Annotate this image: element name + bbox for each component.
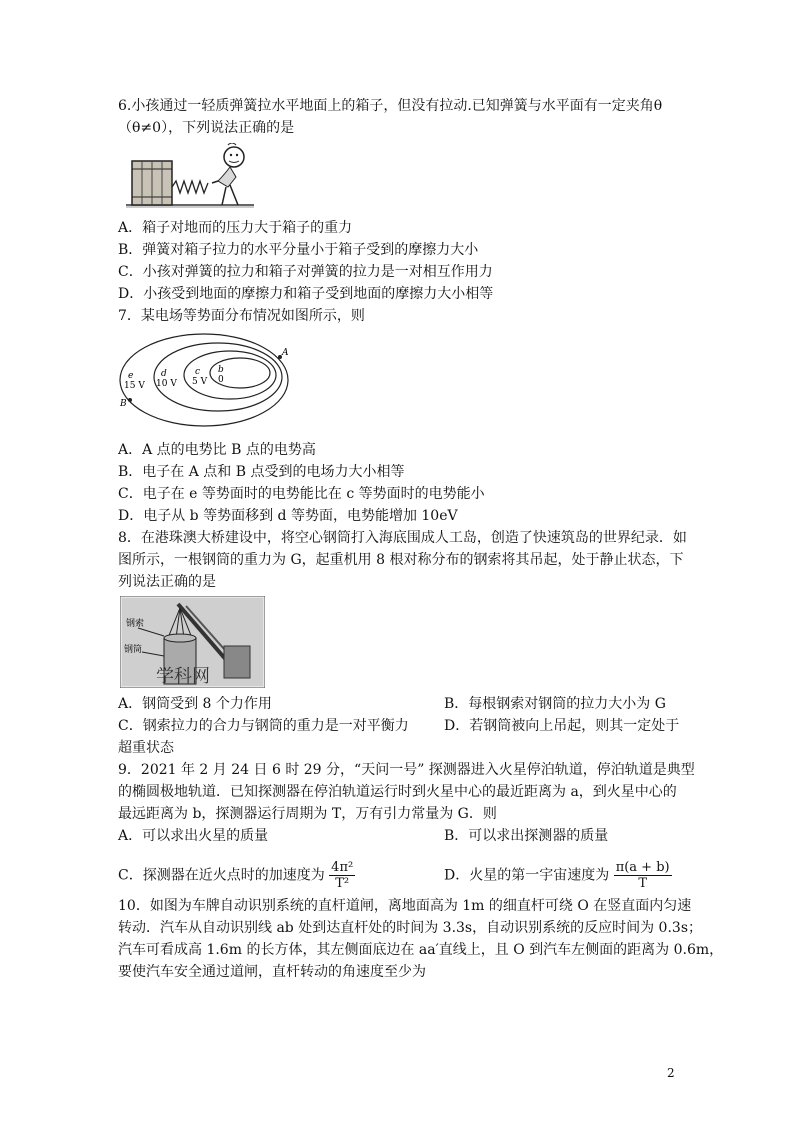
q8-label-cylinder: 钢筒	[124, 645, 143, 655]
q7-label-d: d	[161, 369, 167, 379]
q8-stem-line1: 8．在港珠澳大桥建设中，将空心钢筒打入海底围成人工岛，创造了快速筑岛的世界纪录．如	[118, 530, 687, 546]
q8-option-d: D．若钢筒被向上吊起，则其一定处于	[444, 718, 680, 734]
q9-option-d-fraction	[614, 860, 672, 891]
q7-point-b-label: B	[120, 399, 127, 409]
q9-stem-line1: 9．2021 年 2 月 24 日 6 时 29 分，“天问一号” 探测器进入火星停泊轨道，停泊轨道是典型	[118, 762, 695, 778]
q8-option-a: A．钢筒受到 8 个力作用	[118, 696, 272, 712]
q9-option-c-text: C．探测器在近火点时的加速度为	[118, 867, 325, 884]
q10-line1: 10．如图为车牌自动识别系统的直杆道闸，离地面高为 1m 的细直杆可绕 O 在竖直面内匀速	[118, 898, 692, 914]
q7-label-e: e	[128, 371, 134, 381]
q9-option-c-denominator: T²	[335, 876, 350, 891]
q8-option-d-continued: 超重状态	[118, 740, 174, 756]
q7-equipotential-figure	[118, 330, 298, 430]
q6-box-spring-child-figure	[126, 143, 256, 209]
q9-option-c-fraction	[329, 860, 355, 891]
q7-label-b: b	[218, 365, 224, 375]
q8-option-b: B．每根钢索对钢筒的拉力大小为 G	[444, 696, 666, 712]
q9-stem-line2: 的椭圆极地轨道．已知探测器在停泊轨道运行时到火星中心的最近距离为 a，到火星中心的	[118, 784, 677, 800]
q7-option-b: B．电子在 A 点和 B 点受到的电场力大小相等	[118, 464, 405, 480]
q9-option-b: B．可以求出探测器的质量	[444, 828, 609, 844]
q6-option-c: C．小孩对弹簧的拉力和箱子对弹簧的拉力是一对相互作用力	[118, 264, 493, 280]
q7-label-5v: 5 V	[192, 377, 208, 387]
q7-label-15v: 15 V	[124, 381, 145, 391]
q7-stem: 7．某电场等势面分布情况如图所示，则	[118, 308, 365, 324]
q10-line2: 转动．汽车从自动识别线 ab 处到达直杆处的时间为 3.3s，自动识别系统的反应时间为 0.3s；	[118, 920, 703, 936]
q6-option-a: A．箱子对地而的压力大于箱子的重力	[118, 220, 353, 236]
q7-label-c: c	[195, 367, 201, 377]
q9-option-d	[444, 860, 672, 891]
q6-stem-line2: （θ≠0），下列说法正确的是	[118, 120, 295, 136]
q9-stem-line3: 最远距离为 b，探测器运行周期为 T，万有引力常量为 G．则	[118, 806, 497, 822]
q10-line3: 汽车可看成高 1.6m 的长方体，其左侧面底边在 aa′直线上，且 O 到汽车左侧面的距离为 0.6m，	[118, 942, 724, 958]
q7-point-a-label: A	[282, 348, 289, 358]
q7-option-d: D．电子从 b 等势面移到 d 等势面，电势能增加 10eV	[118, 508, 458, 524]
page-number: 2	[667, 1066, 675, 1080]
q8-stem-line3: 列说法正确的是	[118, 574, 216, 590]
q8-label-cable: 钢索	[126, 619, 145, 629]
q6-option-d: D．小孩受到地面的摩擦力和箱子受到地面的摩擦力大小相等	[118, 286, 494, 302]
q6-stem-line1: 6.小孩通过一轻质弹簧拉水平地面上的箱子，但没有拉动.已知弹簧与水平面有一定夹角θ	[118, 98, 663, 114]
q9-option-c-numerator: 4π²	[331, 860, 354, 875]
q8-watermark: 学科网	[156, 666, 210, 687]
q7-label-0: 0	[218, 375, 224, 385]
q8-crane-steel-cylinder-figure	[120, 596, 265, 688]
q7-label-10v: 10 V	[156, 379, 177, 389]
q9-option-d-text: D．火星的第一宇宙速度为	[444, 867, 610, 884]
q9-option-c	[118, 860, 355, 891]
q8-option-c: C．钢索拉力的合力与钢筒的重力是一对平衡力	[118, 718, 409, 734]
q8-stem-line2: 图所示，一根钢筒的重力为 G，起重机用 8 根对称分布的钢索将其吊起，处于静止状态，下	[118, 552, 684, 568]
q9-option-a: A．可以求出火星的质量	[118, 828, 269, 844]
q10-line4: 要使汽车安全通过道闸，直杆转动的角速度至少为	[118, 964, 426, 980]
q7-option-c: C．电子在 e 等势面时的电势能比在 c 等势面时的电势能小	[118, 486, 485, 502]
q6-option-b: B．弹簧对箱子拉力的水平分量小于箱子受到的摩擦力大小	[118, 242, 479, 258]
q9-option-d-numerator: π(a + b)	[615, 860, 670, 875]
q7-option-a: A．A 点的电势比 B 点的电势高	[118, 442, 316, 458]
q9-option-d-denominator: T	[638, 876, 647, 891]
